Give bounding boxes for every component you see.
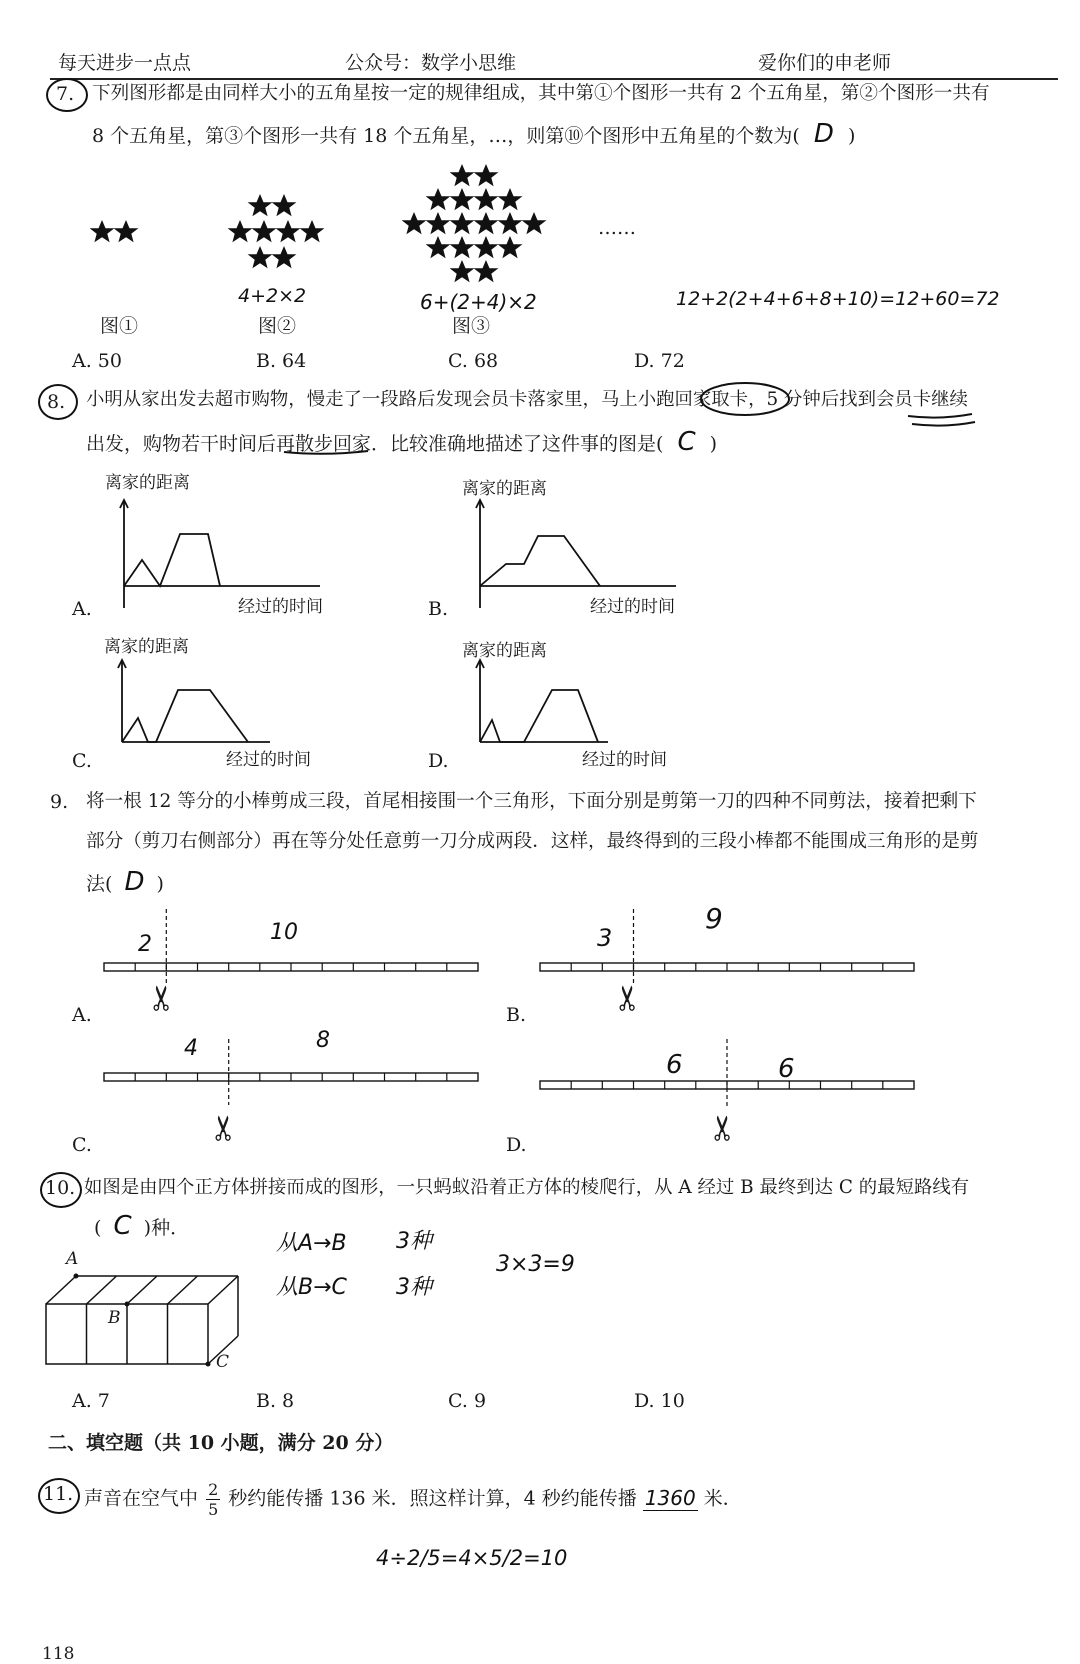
- page-number: 118: [42, 1644, 75, 1664]
- header-center: 公众号：数学小思维: [345, 52, 517, 74]
- q10-option-d: D. 10: [634, 1390, 685, 1412]
- q10-option-b: B. 8: [256, 1390, 295, 1412]
- q10-point-c: C: [216, 1352, 230, 1372]
- q10-note3: 3×3=9: [496, 1252, 575, 1277]
- q7-number: 7.: [56, 83, 75, 105]
- q7-note-fig2: 4+2×2: [238, 285, 307, 307]
- q8-answer: C: [677, 427, 696, 457]
- q11-fraction: [206, 1480, 220, 1519]
- q9-option-a: A.: [72, 1004, 92, 1026]
- q10-line2-end: )种．: [143, 1217, 190, 1239]
- q9-c-left-note: 4: [184, 1036, 198, 1061]
- q10-point-b: B: [108, 1308, 121, 1328]
- q11-line: [84, 1480, 742, 1519]
- q10-point-a: A: [66, 1249, 79, 1269]
- q9-d-left-note: 6: [666, 1050, 683, 1080]
- q10-note2-right: 3种: [396, 1275, 432, 1300]
- q9-a-right-note: 10: [270, 920, 298, 945]
- scissors-icon: ✂: [703, 1113, 744, 1143]
- q10-note1-right: 3种: [396, 1229, 432, 1254]
- q11-text-b: 秒约能传播 136 米．照这样计算，4 秒约能传播: [228, 1487, 637, 1510]
- q8-graph-a-ylabel: 离家的距离: [105, 473, 190, 493]
- q7-fig3-label: 图③: [452, 315, 491, 337]
- q8-option-a: A.: [72, 598, 92, 620]
- scissors-icon: ✂: [608, 983, 649, 1013]
- q7-option-a: A. 50: [72, 350, 122, 372]
- q11-answer: 1360: [644, 1485, 696, 1510]
- q9-line2: 部分（剪刀右侧部分）再在等分处任意剪一刀分成两段．这样，最终得到的三段小棒都不能围成三角形的是剪: [86, 831, 979, 852]
- q11-text-c: 米．: [703, 1487, 742, 1510]
- q7-fig1-label: 图①: [100, 315, 139, 337]
- q10-line1: 如图是由四个正方体拼接而成的图形，一只蚂蚁沿着正方体的棱爬行，从 A 经过 B 最终到达 C 的最短路线有: [84, 1177, 970, 1198]
- q7-note-formula: 12+2(2+4+6+8+10)=12+60=72: [676, 288, 1000, 310]
- q7-ellipsis: ……: [598, 217, 636, 239]
- header-left: 每天进步一点点: [58, 52, 192, 74]
- q10-number: 10.: [45, 1177, 76, 1199]
- scissors-icon: ✂: [204, 1113, 245, 1143]
- q8-graph-c-xlabel: 经过的时间: [226, 750, 311, 770]
- q7-line2-text: 8 个五角星，第③个图形一共有 18 个五角星，…，则第⑩个图形中五角星的个数为(: [92, 125, 800, 147]
- q11-frac-den: 5: [208, 1500, 219, 1519]
- q10-line2: [94, 1211, 190, 1241]
- q9-number: 9.: [50, 791, 69, 813]
- q7-line2-end: ): [847, 125, 856, 147]
- q9-line1: 将一根 12 等分的小棒剪成三段，首尾相接围一个三角形，下面分别是剪第一刀的四种不同剪法，接着把剩下: [86, 791, 977, 812]
- q7-option-d: D. 72: [634, 350, 685, 372]
- q8-option-c: C.: [72, 750, 92, 772]
- q8-graph-b-xlabel: 经过的时间: [590, 597, 675, 617]
- q9-option-c: C.: [72, 1134, 92, 1156]
- q11-work: 4÷2/5=4×5/2=10: [376, 1546, 568, 1570]
- section-2-title: 二、填空题（共 10 小题，满分 20 分）: [48, 1432, 394, 1454]
- q8-number: 8.: [47, 391, 66, 413]
- q8-annotations: [0, 0, 1080, 480]
- q7-option-b: B. 64: [256, 350, 307, 372]
- q7-fig2-label: 图②: [258, 315, 297, 337]
- q8-option-d: D.: [428, 750, 449, 772]
- q11-number: 11.: [43, 1483, 74, 1505]
- q9-stick-b: [536, 905, 916, 1015]
- q10-option-a: A. 7: [72, 1390, 110, 1412]
- q8-graph-d-xlabel: 经过的时间: [582, 750, 667, 770]
- q8-option-b: B.: [428, 598, 449, 620]
- q8-line2-text: 出发，购物若干时间后再散步回家．比较准确地描述了这件事的图是(: [86, 433, 664, 455]
- q8-graph-a-xlabel: 经过的时间: [238, 597, 323, 617]
- q8-line2-end: ): [709, 433, 718, 455]
- q9-option-d: D.: [506, 1134, 527, 1156]
- q9-line3: [86, 867, 164, 897]
- q11-text-a: 声音在空气中: [84, 1487, 199, 1510]
- q9-c-right-note: 8: [316, 1028, 330, 1053]
- q10-option-c: C. 9: [448, 1390, 487, 1412]
- q9-stick-c: [100, 1035, 480, 1145]
- q10-note2-left: 从B→C: [276, 1275, 347, 1300]
- q9-answer: D: [124, 867, 145, 897]
- q9-line3-text: 法(: [86, 873, 113, 895]
- q9-b-left-note: 3: [597, 924, 613, 952]
- q7-note-fig3: 6+(2+4)×2: [420, 290, 537, 314]
- q10-note1-left: 从A→B: [276, 1231, 347, 1256]
- q7-option-c: C. 68: [448, 350, 499, 372]
- q8-graph-d-ylabel: 离家的距离: [462, 641, 547, 661]
- q9-option-b: B.: [506, 1004, 527, 1026]
- header-right: 爱你们的申老师: [758, 52, 892, 74]
- q8-graph-c-ylabel: 离家的距离: [104, 637, 189, 657]
- q10-answer: C: [113, 1211, 132, 1241]
- q9-line3-end: ): [156, 873, 164, 895]
- q7-line1: 下列图形都是由同样大小的五角星按一定的规律组成，其中第①个图形一共有 2 个五角星，第②个图形一共有: [92, 83, 990, 104]
- q8-graph-b-ylabel: 离家的距离: [462, 479, 547, 499]
- q8-line1: 小明从家出发去超市购物，慢走了一段路后发现会员卡落家里，马上小跑回家取卡，5 分钟后找到会员卡继续: [86, 389, 968, 410]
- q9-d-right-note: 6: [778, 1054, 795, 1084]
- q11-frac-num: 2: [208, 1480, 219, 1499]
- q7-answer: D: [813, 119, 834, 149]
- q10-line2-start: (: [94, 1217, 102, 1239]
- q9-a-left-note: 2: [138, 932, 152, 957]
- q9-b-right-note: 9: [705, 902, 723, 935]
- scissors-icon: ✂: [142, 983, 183, 1013]
